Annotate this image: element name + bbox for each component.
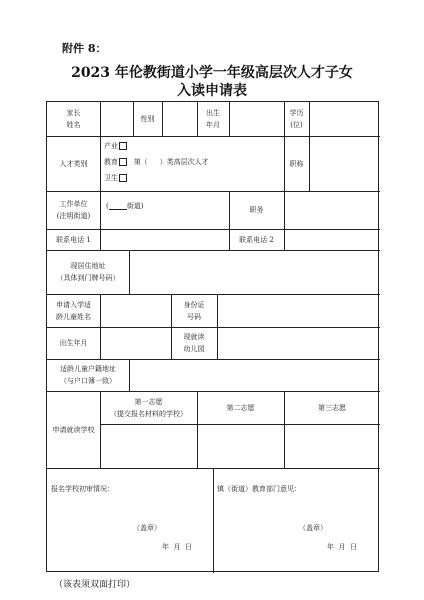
position-label: 职务 [249, 206, 264, 214]
education-label: 学历 (位) [289, 109, 304, 129]
child-birth-field[interactable] [100, 327, 171, 359]
child-birth-label: 出生年月 [59, 339, 88, 347]
dept-review-label: 镇（街道）教育部门意见： [217, 485, 301, 493]
address-field[interactable] [129, 250, 380, 294]
gender-label: 性别 [140, 115, 155, 123]
application-form-table [46, 101, 379, 572]
option-health[interactable]: 卫生 [104, 170, 127, 186]
hukou-address-field[interactable] [129, 359, 380, 391]
checkbox-education[interactable] [119, 158, 127, 166]
dept-date: 年 月 日 [327, 543, 357, 551]
education-field[interactable] [309, 102, 380, 136]
kindergarten-label: 现就读 幼儿园 [183, 333, 205, 353]
gender-field[interactable] [162, 102, 197, 136]
phone2-field[interactable] [284, 229, 380, 250]
street-blank[interactable] [109, 202, 127, 210]
talent-class-prefix: 第（ [133, 158, 148, 166]
id-number-field[interactable] [217, 294, 380, 327]
attachment-label: 附件 8： [62, 42, 107, 55]
first-choice-label: 第一志愿 （提交报名材料的学校） [110, 397, 187, 418]
second-choice-label: 第二志愿 [226, 403, 255, 412]
position-field[interactable] [284, 191, 380, 229]
work-unit-label: 工作单位 (注明街道) [56, 200, 91, 220]
checkbox-industry[interactable] [119, 142, 127, 150]
first-choice-field[interactable] [100, 424, 197, 468]
job-title-field[interactable] [309, 136, 380, 191]
hukou-address-label: 适龄儿童户籍地址 （与户口簿一致） [60, 365, 116, 385]
checkbox-health[interactable] [119, 174, 127, 182]
talent-class-suffix: ）类高层次人才 [159, 158, 209, 166]
school-seal: （盖章） [133, 524, 161, 532]
id-number-label: 身份证 号码 [183, 300, 205, 321]
apply-school-label: 申请就读学校 [52, 425, 95, 434]
phone1-label: 联系电话 1 [56, 235, 91, 244]
child-name-field[interactable] [100, 294, 171, 327]
talent-type-options [100, 138, 284, 189]
birth-date-label: 出生 年月 [206, 109, 220, 129]
job-title-label: 职称 [289, 159, 304, 168]
form-title-line1: 2023 年伦教街道小学一年级高层次人才子女 [71, 65, 353, 81]
street-field[interactable]: ( 街道) [106, 202, 144, 210]
phone2-label: 联系电话 2 [239, 235, 274, 244]
third-choice-label: 第三志愿 [318, 403, 346, 412]
kindergarten-field[interactable] [217, 327, 380, 359]
school-review-label: 报名学校初审情况： [51, 485, 114, 493]
second-choice-field[interactable] [197, 424, 284, 468]
option-education[interactable]: 教育 第（ ）类高层次人才 [104, 158, 209, 166]
child-name-label: 申请入学适 龄儿童姓名 [56, 300, 91, 321]
dept-seal: （盖章） [299, 524, 327, 532]
footnote: （该表须双面打印） [54, 580, 136, 590]
address-label: 现居住地址 （具体到门牌号码） [56, 262, 120, 282]
option-industry[interactable]: 产业 [104, 138, 127, 154]
third-choice-field[interactable] [284, 424, 380, 468]
parent-name-label: 家长 姓名 [66, 109, 81, 129]
parent-name-field[interactable] [100, 102, 133, 136]
birth-date-field[interactable] [229, 102, 284, 136]
phone1-field[interactable] [100, 229, 229, 250]
form-title-line2: 入读申请表 [177, 83, 247, 99]
talent-type-label: 人才类别 [59, 159, 88, 168]
school-date: 年 月 日 [162, 543, 192, 551]
